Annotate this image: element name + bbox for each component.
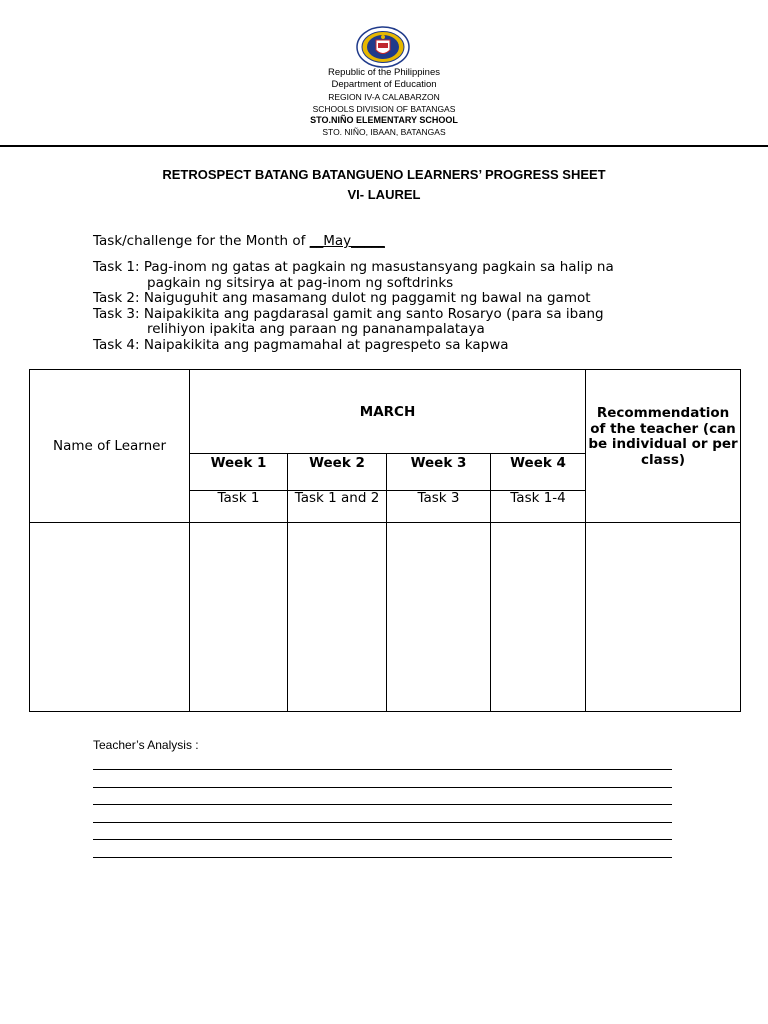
header-school: STO.NIÑO ELEMENTARY SCHOOL (310, 115, 458, 125)
month-value: __May_____ (309, 233, 385, 249)
deped-seal-logo (356, 26, 410, 68)
week-2-cell (288, 523, 387, 712)
week-4-task: Task 1-4 (491, 491, 586, 523)
week-1-header: Week 1 (190, 454, 288, 491)
task-3-continued: relihiyon ipakita ang paraan ng pananampalataya (147, 321, 485, 337)
analysis-line (93, 769, 672, 770)
header-department: Department of Education (331, 79, 437, 90)
week-1-task: Task 1 (190, 491, 288, 523)
progress-table (29, 369, 741, 712)
week-4-cell (491, 523, 586, 712)
week-2-header: Week 2 (288, 454, 387, 491)
month-line (93, 234, 385, 250)
task-2: Task 2: Naiguguhit ang masamang dulot ng paggamit ng bawal na gamot (93, 290, 591, 306)
analysis-line (93, 787, 672, 788)
analysis-line (93, 839, 672, 840)
header-country: Republic of the Philippines (328, 67, 440, 78)
header-divider (0, 145, 768, 147)
week-3-cell (387, 523, 491, 712)
learner-entry-row (30, 523, 741, 712)
week-2-task: Task 1 and 2 (288, 491, 387, 523)
week-1-cell (190, 523, 288, 712)
analysis-line (93, 804, 672, 805)
month-header: MARCH (190, 370, 586, 454)
task-4: Task 4: Naipakikita ang pagmamahal at pagrespeto sa kapwa (93, 336, 509, 353)
sheet-title: RETROSPECT BATANG BATANGUENO LEARNERS’ PROGRESS SHEET (162, 167, 606, 182)
week-3-task: Task 3 (387, 491, 491, 523)
analysis-line (93, 822, 672, 823)
task-1-continued: pagkain ng sitsirya at pag-inom ng softdrinks (147, 274, 454, 291)
task-3: Task 3: Naipakikita ang pagdarasal gamit ang santo Rosaryo (para sa ibang (93, 305, 604, 322)
teachers-analysis-label: Teacher’s Analysis : (93, 738, 199, 752)
header-division: SCHOOLS DIVISION OF BATANGAS (312, 104, 456, 114)
recommendation-cell (586, 523, 741, 712)
week-3-header: Week 3 (387, 454, 491, 491)
section-name: VI- LAUREL (347, 187, 421, 202)
recommendation-header: Recommendation of the teacher (can be individual or per class) (586, 370, 741, 523)
name-of-learner-header: Name of Learner (30, 370, 190, 523)
learner-name-cell (30, 523, 190, 712)
task-1: Task 1: Pag-inom ng gatas at pagkain ng masustansyang pagkain sa halip na (93, 259, 614, 275)
analysis-line (93, 857, 672, 858)
month-prefix: Task/challenge for the Month of (93, 233, 310, 249)
task-list (93, 260, 614, 353)
header-address: STO. NIÑO, IBAAN, BATANGAS (322, 127, 446, 137)
table-header-row (30, 370, 741, 454)
week-4-header: Week 4 (491, 454, 586, 491)
header-region: REGION IV-A CALABARZON (328, 92, 440, 102)
